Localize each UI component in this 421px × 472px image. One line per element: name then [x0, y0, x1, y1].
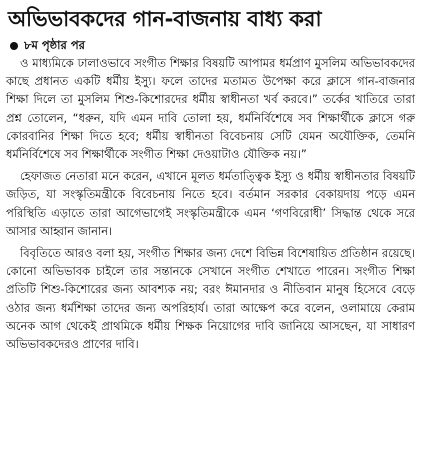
article-paragraph-2: হেফাজত নেতারা মনে করেন, এখানে মূলত ধর্মতাত্ত্বিক ইস্যু ও ধর্মীয় স্বাধীনতার বিষয়টি জড়িত, যা সংস্কৃতিমন্ত্রীকে বিবেচনায় নিতে হবে। বর্তমান সরকার বেকায়দায় পড়ে এমন পরিস্থিতি এড়াতে তারা আগেভাগেই সংস্কৃতিমন্ত্রীকে এমন ‘গণবিরোধী’ সিদ্ধান্ত থেকে সরে আসার আহ্বান জানান। [6, 169, 415, 238]
continued-from-line [6, 38, 415, 53]
article-body [6, 54, 415, 353]
continued-from-text: ৮ম পৃষ্ঠার পর [24, 38, 85, 52]
article-paragraph-3: বিবৃতিতে আরও বলা হয়, সংগীত শিক্ষার জন্য দেশে বিভিন্ন বিশেষায়িত প্রতিষ্ঠান রয়েছে। কোনো অভিভাবক চাইলে তার সন্তানকে সেখানে সংগীত শেখাতে পারেন। সংগীত শিক্ষা প্রতিটি শিশু-কিশোরের জন্য আবশ্যক নয়; বরং ঈমানদার ও নীতিবান মানুষ হিসেবে বেড়ে ওঠার জন্য ধর্মশিক্ষা তাদের জন্য অপরিহার্য। তারা আক্ষেপ করে বলেন, ওলামায়ে কেরাম অনেক আগ থেকেই প্রাথমিকে ধর্মীয় শিক্ষক নিয়োগের দাবি জানিয়ে আসছেন, যা সাধারণ অভিভাবকদেরও প্রাণের দাবি। [6, 246, 415, 352]
bullet-icon [10, 42, 18, 50]
article-headline: অভিভাবকদের গান-বাজনায় বাধ্য করা [8, 7, 322, 31]
article-paragraph-1: ও মাধ্যমিকে ঢালাওভাবে সংগীত শিক্ষার বিষয়টি আপামর ধর্মপ্রাণ মুসলিম অভিভাবকদের কাছে প্রধানত একটি ধর্মীয় ইস্যু। ফলে তাদের মতামত উপেক্ষা করে ক্লাসে গান-বাজনার শিক্ষা দিলে তা মুসলিম শিশু-কিশোরদের ধর্মীয় স্বাধীনতা খর্ব করবে।” তর্কের খাতিরে তারা প্রশ্ন তোলেন, “ধরুন, যদি এমন দাবি তোলা হয়, ধর্মনির্বিশেষে সব শিক্ষার্থীকে ক্লাসে গরু কোরবানির শিক্ষা দিতে হবে; ধর্মীয় স্বাধীনতা বিবেচনায় সেটি যেমন অযৌক্তিক, তেমনি ধর্মনির্বিশেষে সব শিক্ষার্থীকে সংগীত শিক্ষা দেওয়াটাও যৌক্তিক নয়।” [6, 56, 415, 162]
